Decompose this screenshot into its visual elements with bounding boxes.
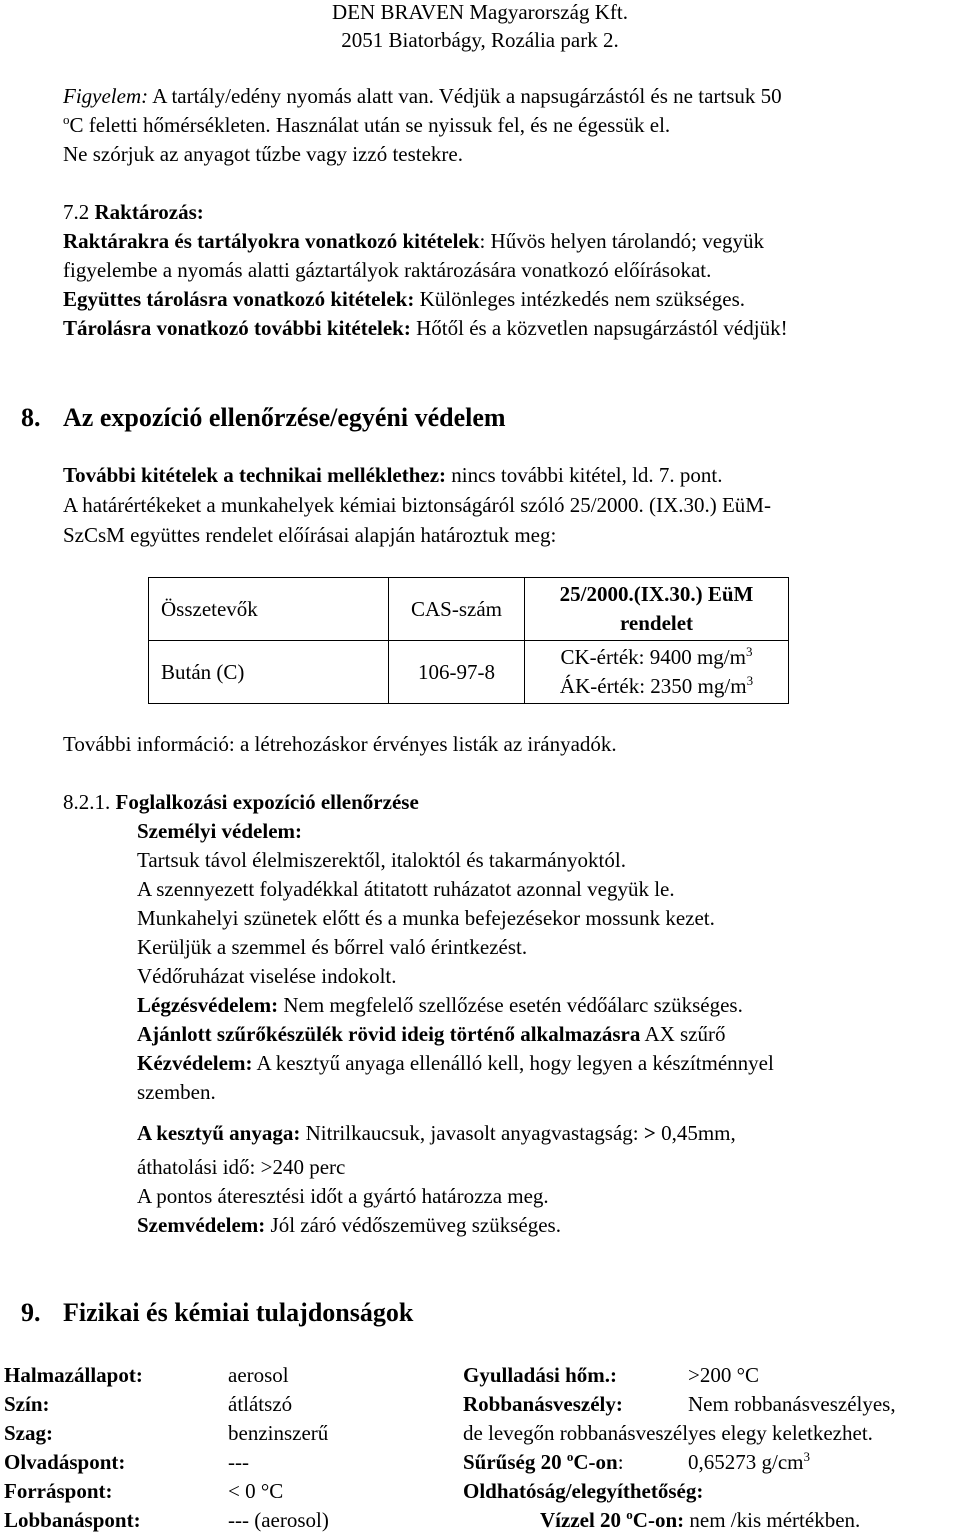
- list-item: Kerüljük a szemmel és bőrrel való érintkezést.: [137, 935, 528, 959]
- prop-value-boiling: < 0 °C: [228, 1479, 284, 1503]
- col-regulation: 25/2000.(IX.30.) EüM rendelet: [525, 578, 789, 641]
- prop-label-color: Szín:: [4, 1392, 50, 1416]
- component-cell: Bután (C): [149, 641, 389, 704]
- section-8-2-1-heading: 8.2.1. Foglalkozási expozíció ellenőrzése: [63, 790, 419, 814]
- prop-label-melting: Olvadáspont:: [4, 1450, 126, 1474]
- warning-line-3: Ne szórjuk az anyagot tűzbe vagy izzó testekre.: [63, 142, 463, 166]
- limits-line-1: A határértékeket a munkahelyek kémiai biztonságáról szóló 25/2000. (IX.30.) EüM-: [63, 493, 771, 517]
- manufacturer-note: A pontos áteresztési időt a gyártó határozza meg.: [137, 1184, 549, 1208]
- limits-line-2: SzCsM együttes rendelet előírásai alapján határoztuk meg:: [63, 523, 557, 547]
- glove-material: A kesztyű anyaga: Nitrilkaucsuk, javasolt anyagvastagság: > 0,45mm,: [137, 1121, 736, 1145]
- col-components: Összetevők: [149, 578, 389, 641]
- section-9-number: 9.: [21, 1298, 41, 1327]
- technical-annex: További kitételek a technikai melléklethez: nincs további kitétel, ld. 7. pont.: [63, 463, 723, 487]
- eye-protection: Szemvédelem: Jól záró védőszemüveg szükséges.: [137, 1213, 561, 1237]
- storage-requirements-cont: figyelembe a nyomás alatti gáztartályok raktározására vonatkozó előírásokat.: [63, 258, 712, 282]
- warning-line-2: $^o$C feletti hőmérsékleten. Használat után se nyissuk fel, és ne égessük el.: [63, 112, 671, 137]
- section-9-title: Fizikai és kémiai tulajdonságok: [63, 1298, 414, 1327]
- hand-protection-cont: szemben.: [137, 1080, 216, 1104]
- recommended-filter: Ajánlott szűrőkészülék rövid ideig történő alkalmazásra AX szűrő: [137, 1022, 726, 1046]
- joint-storage: Együttes tárolásra vonatkozó kitételek: Különleges intézkedés nem szükséges.: [63, 287, 745, 311]
- prop-label-flash: Lobbanáspont:: [4, 1508, 141, 1532]
- personal-protection-heading: Személyi védelem:: [137, 819, 303, 843]
- cas-cell: 106-97-8: [389, 641, 525, 704]
- hand-protection: Kézvédelem: A kesztyű anyaga ellenálló kell, hogy legyen a készítménnyel: [137, 1051, 774, 1075]
- prop-label-odor: Szag:: [4, 1421, 53, 1445]
- prop-label-explosion: Robbanásveszély:: [463, 1392, 623, 1416]
- prop-label-state: Halmazállapot:: [4, 1363, 143, 1387]
- prop-value-explosion-cont: de levegőn robbanásveszélyes elegy keletkezhet.: [463, 1421, 873, 1445]
- further-storage: Tárolásra vonatkozó további kitételek: Hőtől és a közvetlen napsugárzástól védjük!: [63, 316, 788, 340]
- prop-label-solubility: Oldhatóság/elegyíthetőség:: [463, 1479, 704, 1503]
- list-item: Munkahelyi szünetek előtt és a munka befejezésekor mossunk kezet.: [137, 906, 715, 930]
- respiratory-protection: Légzésvédelem: Nem megfelelő szellőzése esetén védőálarc szükséges.: [137, 993, 743, 1017]
- breakthrough-time: áthatolási idő: >240 perc: [137, 1155, 346, 1179]
- table-row: [149, 641, 789, 704]
- prop-water-solubility: Vízzel 20 $^o$C-on: nem /kis mértékben.: [540, 1507, 861, 1532]
- warning-line-1: Figyelem: A tartály/edény nyomás alatt van. Védjük a napsugárzástól és ne tartsuk 50: [63, 84, 782, 108]
- storage-requirements: Raktárakra és tartályokra vonatkozó kitételek: Hűvös helyen tárolandó; vegyük: [63, 229, 765, 253]
- prop-value-explosion: Nem robbanásveszélyes,: [688, 1392, 896, 1416]
- prop-value-color: átlátszó: [228, 1392, 293, 1416]
- warning-label: Figyelem:: [63, 84, 149, 108]
- limit-values-cell: CK-érték: 9400 $mg/m^3$ ÁK-érték: 2350 $mg/m^3$: [525, 641, 789, 704]
- col-cas: CAS-szám: [389, 578, 525, 641]
- prop-label-density: Sűrűség 20 $^o$C-on:: [463, 1449, 624, 1474]
- prop-value-density: 0,65273 $g/cm^3$: [688, 1449, 810, 1474]
- table-header-row: [149, 578, 789, 641]
- section-7-2-heading: 7.2 Raktározás:: [63, 200, 204, 224]
- section-8-title: Az expozíció ellenőrzése/egyéni védelem: [63, 403, 506, 432]
- prop-value-ignition: >200 °C: [688, 1363, 759, 1387]
- exposure-limits-table: [148, 577, 789, 704]
- further-information: További információ: a létrehozáskor érvényes listák az irányadók.: [63, 732, 617, 756]
- list-item: A szennyezett folyadékkal átitatott ruházatot azonnal vegyük le.: [137, 877, 675, 901]
- prop-label-boiling: Forráspont:: [4, 1479, 113, 1503]
- prop-label-ignition: Gyulladási hőm.:: [463, 1363, 618, 1387]
- prop-value-melting: ---: [228, 1450, 249, 1474]
- prop-value-state: aerosol: [228, 1363, 289, 1387]
- prop-value-odor: benzinszerű: [228, 1421, 329, 1445]
- prop-value-flash: --- (aerosol): [228, 1508, 329, 1532]
- list-item: Tartsuk távol élelmiszerektől, italoktól és takarmányoktól.: [137, 848, 626, 872]
- company-name: DEN BRAVEN Magyarország Kft.: [332, 0, 628, 24]
- list-item: Védőruházat viselése indokolt.: [137, 964, 397, 988]
- section-8-number: 8.: [21, 403, 41, 432]
- company-address: 2051 Biatorbágy, Rozália park 2.: [341, 28, 619, 52]
